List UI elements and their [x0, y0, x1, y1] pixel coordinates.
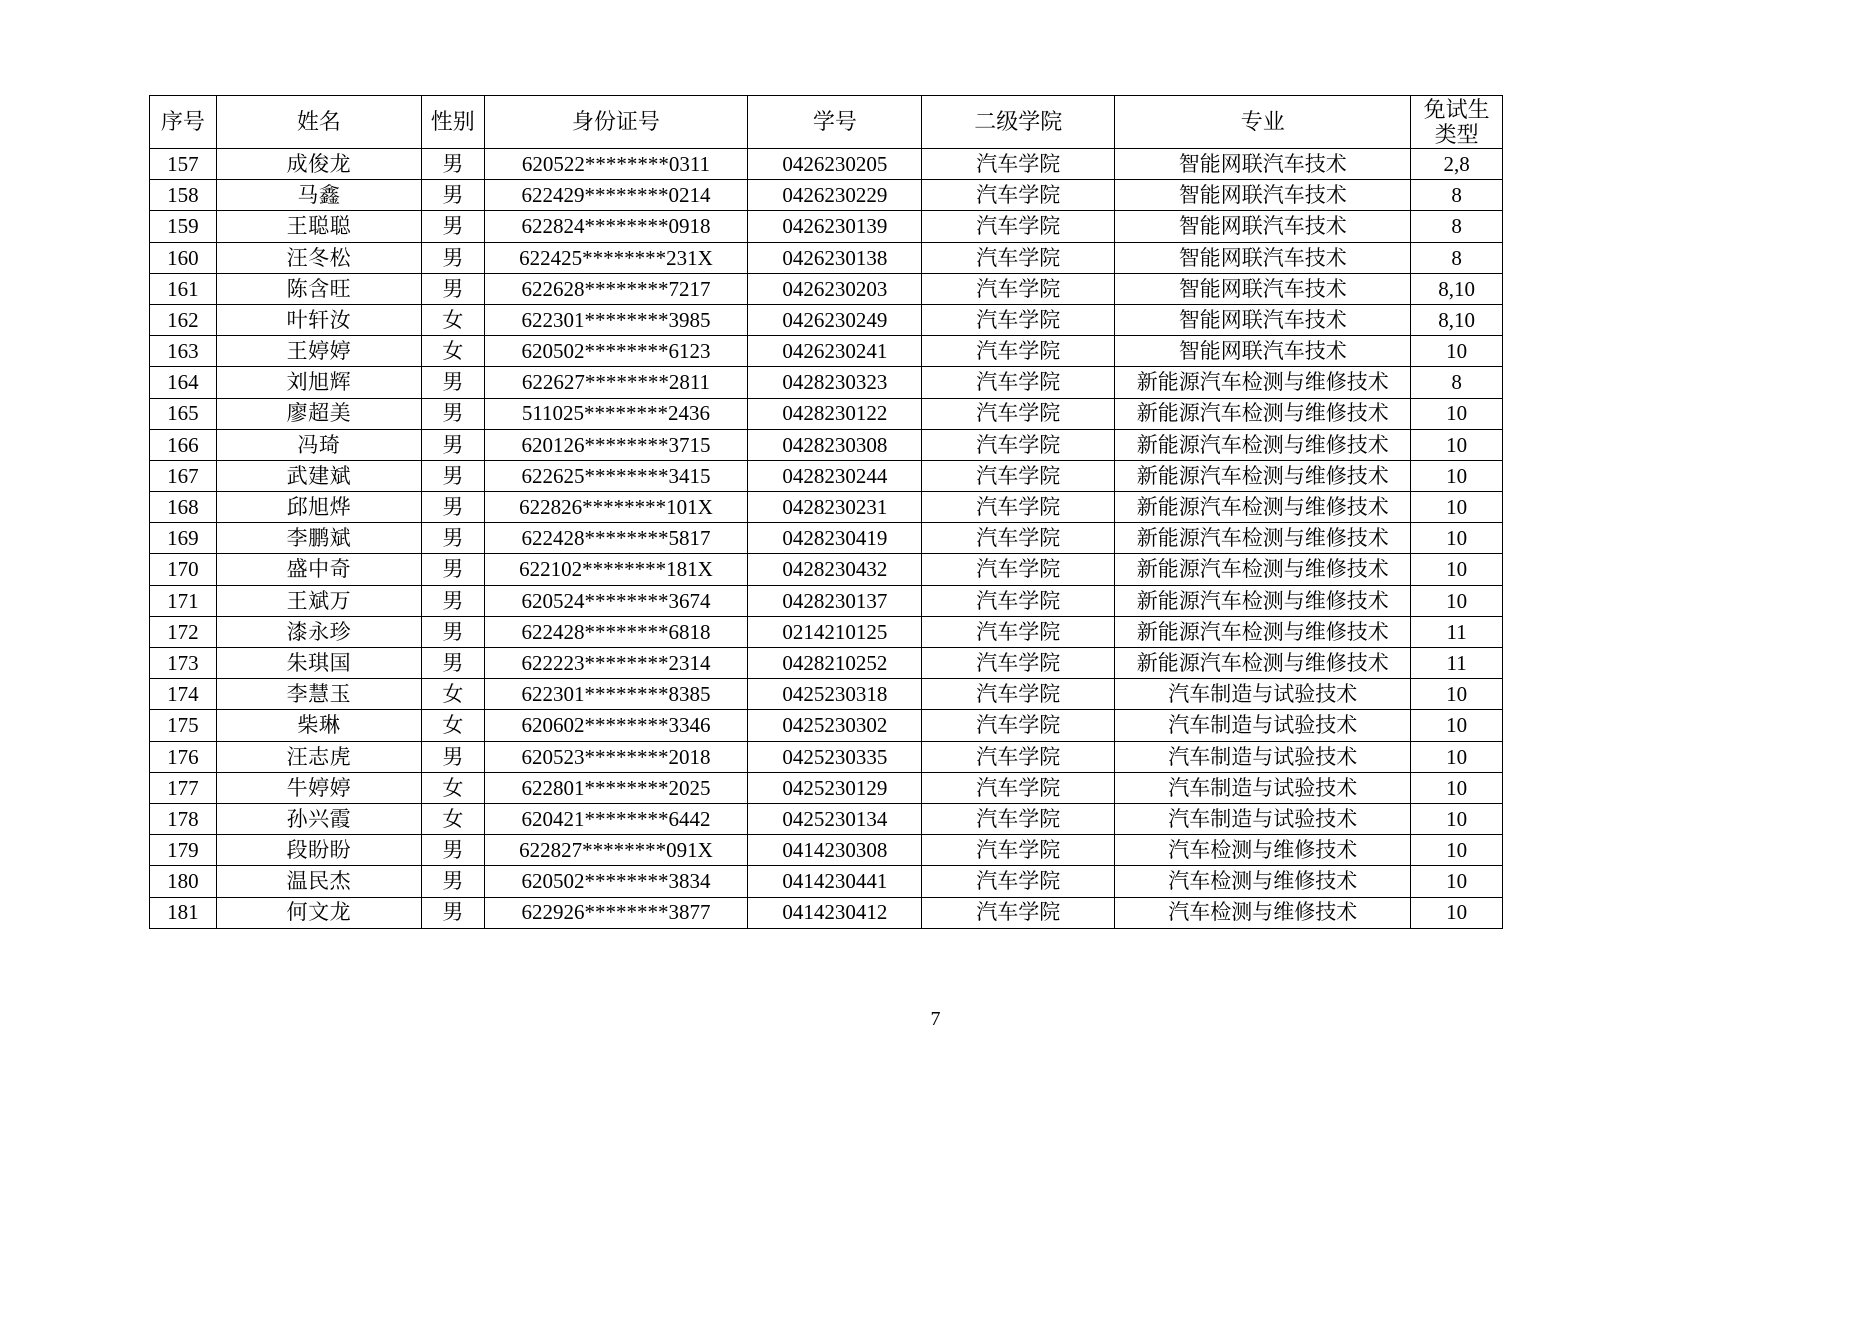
cell-sex: 男 [422, 897, 485, 928]
cell-college: 汽车学院 [922, 523, 1115, 554]
cell-sex: 男 [422, 211, 485, 242]
cell-major: 汽车制造与试验技术 [1115, 710, 1411, 741]
cell-name: 王聪聪 [216, 211, 421, 242]
table-row [150, 554, 1503, 585]
cell-seq: 164 [150, 367, 217, 398]
student-roster-table-container [149, 95, 1503, 929]
cell-exempt-type: 10 [1411, 772, 1503, 803]
cell-major: 新能源汽车检测与维修技术 [1115, 492, 1411, 523]
column-header-exempt-type-line1: 免试生 [1423, 96, 1490, 122]
cell-id-number: 622926********3877 [484, 897, 748, 928]
cell-college: 汽车学院 [922, 835, 1115, 866]
cell-id-number: 620602********3346 [484, 710, 748, 741]
cell-student-id: 0426230203 [748, 273, 922, 304]
cell-id-number: 622801********2025 [484, 772, 748, 803]
cell-sex: 男 [422, 180, 485, 211]
cell-college: 汽车学院 [922, 398, 1115, 429]
cell-sex: 女 [422, 679, 485, 710]
cell-seq: 161 [150, 273, 217, 304]
table-row [150, 149, 1503, 180]
table-row [150, 242, 1503, 273]
column-header-name: 姓名 [216, 96, 421, 149]
cell-student-id: 0414230412 [748, 897, 922, 928]
cell-name: 冯琦 [216, 429, 421, 460]
cell-college: 汽车学院 [922, 741, 1115, 772]
cell-exempt-type: 2,8 [1411, 149, 1503, 180]
cell-major: 智能网联汽车技术 [1115, 336, 1411, 367]
cell-exempt-type: 10 [1411, 803, 1503, 834]
cell-student-id: 0426230205 [748, 149, 922, 180]
table-row [150, 367, 1503, 398]
cell-major: 汽车检测与维修技术 [1115, 835, 1411, 866]
column-header-exempt-type-line2: 类型 [1434, 122, 1479, 147]
table-row [150, 211, 1503, 242]
cell-id-number: 620502********6123 [484, 336, 748, 367]
cell-seq: 172 [150, 616, 217, 647]
table-row [150, 460, 1503, 491]
table-row [150, 741, 1503, 772]
cell-sex: 男 [422, 429, 485, 460]
table-header-row [150, 96, 1503, 149]
cell-exempt-type: 11 [1411, 648, 1503, 679]
cell-sex: 女 [422, 772, 485, 803]
cell-college: 汽车学院 [922, 336, 1115, 367]
cell-name: 刘旭辉 [216, 367, 421, 398]
cell-name: 汪冬松 [216, 242, 421, 273]
cell-name: 段盼盼 [216, 835, 421, 866]
cell-name: 汪志虎 [216, 741, 421, 772]
cell-seq: 163 [150, 336, 217, 367]
cell-name: 马鑫 [216, 180, 421, 211]
cell-id-number: 620523********2018 [484, 741, 748, 772]
cell-major: 智能网联汽车技术 [1115, 211, 1411, 242]
cell-id-number: 620126********3715 [484, 429, 748, 460]
cell-college: 汽车学院 [922, 367, 1115, 398]
cell-sex: 男 [422, 523, 485, 554]
cell-name: 漆永珍 [216, 616, 421, 647]
cell-college: 汽车学院 [922, 180, 1115, 211]
cell-college: 汽车学院 [922, 710, 1115, 741]
cell-major: 智能网联汽车技术 [1115, 180, 1411, 211]
cell-student-id: 0426230249 [748, 304, 922, 335]
cell-id-number: 511025********2436 [484, 398, 748, 429]
cell-seq: 178 [150, 803, 217, 834]
student-roster-table [149, 95, 1503, 929]
cell-id-number: 622428********6818 [484, 616, 748, 647]
table-row [150, 304, 1503, 335]
cell-major: 智能网联汽车技术 [1115, 273, 1411, 304]
cell-student-id: 0428230137 [748, 585, 922, 616]
cell-sex: 男 [422, 367, 485, 398]
cell-exempt-type: 10 [1411, 523, 1503, 554]
cell-college: 汽车学院 [922, 304, 1115, 335]
table-row [150, 772, 1503, 803]
column-header-sex: 性别 [422, 96, 485, 149]
cell-student-id: 0426230138 [748, 242, 922, 273]
cell-name: 李鹏斌 [216, 523, 421, 554]
cell-exempt-type: 10 [1411, 398, 1503, 429]
cell-exempt-type: 11 [1411, 616, 1503, 647]
cell-name: 叶轩汝 [216, 304, 421, 335]
cell-seq: 160 [150, 242, 217, 273]
cell-id-number: 622429********0214 [484, 180, 748, 211]
cell-student-id: 0428230308 [748, 429, 922, 460]
cell-major: 汽车制造与试验技术 [1115, 803, 1411, 834]
cell-student-id: 0428230231 [748, 492, 922, 523]
cell-major: 智能网联汽车技术 [1115, 242, 1411, 273]
cell-college: 汽车学院 [922, 585, 1115, 616]
table-row [150, 897, 1503, 928]
cell-name: 孙兴霞 [216, 803, 421, 834]
cell-exempt-type: 8 [1411, 242, 1503, 273]
cell-id-number: 622628********7217 [484, 273, 748, 304]
cell-student-id: 0425230302 [748, 710, 922, 741]
cell-seq: 181 [150, 897, 217, 928]
table-row [150, 835, 1503, 866]
cell-name: 李慧玉 [216, 679, 421, 710]
cell-major: 智能网联汽车技术 [1115, 149, 1411, 180]
cell-seq: 168 [150, 492, 217, 523]
table-row [150, 180, 1503, 211]
cell-major: 新能源汽车检测与维修技术 [1115, 585, 1411, 616]
cell-id-number: 622223********2314 [484, 648, 748, 679]
cell-seq: 157 [150, 149, 217, 180]
cell-major: 汽车制造与试验技术 [1115, 772, 1411, 803]
cell-sex: 男 [422, 585, 485, 616]
cell-exempt-type: 10 [1411, 460, 1503, 491]
cell-exempt-type: 8,10 [1411, 304, 1503, 335]
cell-id-number: 620524********3674 [484, 585, 748, 616]
cell-id-number: 622827********091X [484, 835, 748, 866]
table-row [150, 585, 1503, 616]
cell-college: 汽车学院 [922, 648, 1115, 679]
table-row [150, 616, 1503, 647]
cell-sex: 男 [422, 835, 485, 866]
cell-major: 新能源汽车检测与维修技术 [1115, 398, 1411, 429]
cell-id-number: 622301********3985 [484, 304, 748, 335]
cell-college: 汽车学院 [922, 772, 1115, 803]
cell-student-id: 0414230308 [748, 835, 922, 866]
cell-exempt-type: 8 [1411, 367, 1503, 398]
table-row [150, 648, 1503, 679]
cell-exempt-type: 10 [1411, 585, 1503, 616]
cell-seq: 167 [150, 460, 217, 491]
cell-sex: 男 [422, 741, 485, 772]
cell-college: 汽车学院 [922, 211, 1115, 242]
cell-seq: 175 [150, 710, 217, 741]
cell-college: 汽车学院 [922, 273, 1115, 304]
cell-college: 汽车学院 [922, 679, 1115, 710]
cell-exempt-type: 8,10 [1411, 273, 1503, 304]
table-row [150, 273, 1503, 304]
cell-student-id: 0428230419 [748, 523, 922, 554]
cell-seq: 169 [150, 523, 217, 554]
cell-major: 新能源汽车检测与维修技术 [1115, 554, 1411, 585]
cell-college: 汽车学院 [922, 897, 1115, 928]
cell-sex: 男 [422, 149, 485, 180]
cell-id-number: 622625********3415 [484, 460, 748, 491]
cell-id-number: 622301********8385 [484, 679, 748, 710]
table-row [150, 710, 1503, 741]
cell-id-number: 622824********0918 [484, 211, 748, 242]
cell-name: 朱琪国 [216, 648, 421, 679]
cell-seq: 159 [150, 211, 217, 242]
cell-sex: 男 [422, 242, 485, 273]
cell-sex: 男 [422, 398, 485, 429]
column-header-college: 二级学院 [922, 96, 1115, 149]
cell-seq: 174 [150, 679, 217, 710]
cell-college: 汽车学院 [922, 492, 1115, 523]
cell-student-id: 0428230244 [748, 460, 922, 491]
cell-student-id: 0428230432 [748, 554, 922, 585]
cell-student-id: 0425230335 [748, 741, 922, 772]
cell-college: 汽车学院 [922, 242, 1115, 273]
cell-name: 王婷婷 [216, 336, 421, 367]
cell-major: 新能源汽车检测与维修技术 [1115, 523, 1411, 554]
cell-sex: 男 [422, 616, 485, 647]
cell-seq: 180 [150, 866, 217, 897]
table-row [150, 866, 1503, 897]
cell-exempt-type: 10 [1411, 679, 1503, 710]
table-row [150, 429, 1503, 460]
cell-seq: 171 [150, 585, 217, 616]
cell-student-id: 0426230241 [748, 336, 922, 367]
cell-exempt-type: 8 [1411, 211, 1503, 242]
cell-name: 牛婷婷 [216, 772, 421, 803]
cell-seq: 166 [150, 429, 217, 460]
cell-major: 新能源汽车检测与维修技术 [1115, 460, 1411, 491]
cell-student-id: 0425230129 [748, 772, 922, 803]
cell-exempt-type: 10 [1411, 866, 1503, 897]
cell-student-id: 0426230229 [748, 180, 922, 211]
cell-id-number: 622102********181X [484, 554, 748, 585]
cell-seq: 170 [150, 554, 217, 585]
cell-college: 汽车学院 [922, 616, 1115, 647]
cell-name: 柴琳 [216, 710, 421, 741]
cell-seq: 176 [150, 741, 217, 772]
table-row [150, 398, 1503, 429]
cell-college: 汽车学院 [922, 803, 1115, 834]
cell-name: 陈含旺 [216, 273, 421, 304]
cell-student-id: 0425230134 [748, 803, 922, 834]
cell-sex: 男 [422, 554, 485, 585]
cell-sex: 女 [422, 710, 485, 741]
cell-name: 邱旭烨 [216, 492, 421, 523]
cell-college: 汽车学院 [922, 429, 1115, 460]
cell-exempt-type: 10 [1411, 554, 1503, 585]
cell-name: 王斌万 [216, 585, 421, 616]
cell-major: 新能源汽车检测与维修技术 [1115, 616, 1411, 647]
cell-exempt-type: 10 [1411, 897, 1503, 928]
cell-college: 汽车学院 [922, 149, 1115, 180]
cell-major: 汽车制造与试验技术 [1115, 679, 1411, 710]
cell-seq: 177 [150, 772, 217, 803]
table-row [150, 679, 1503, 710]
table-header [150, 96, 1503, 149]
cell-major: 新能源汽车检测与维修技术 [1115, 429, 1411, 460]
cell-id-number: 622627********2811 [484, 367, 748, 398]
cell-college: 汽车学院 [922, 866, 1115, 897]
table-row [150, 336, 1503, 367]
cell-name: 何文龙 [216, 897, 421, 928]
cell-college: 汽车学院 [922, 460, 1115, 491]
cell-name: 武建斌 [216, 460, 421, 491]
cell-sex: 男 [422, 866, 485, 897]
cell-name: 成俊龙 [216, 149, 421, 180]
cell-student-id: 0426230139 [748, 211, 922, 242]
cell-seq: 173 [150, 648, 217, 679]
table-body [150, 149, 1503, 929]
cell-student-id: 0428230323 [748, 367, 922, 398]
cell-student-id: 0214210125 [748, 616, 922, 647]
cell-exempt-type: 10 [1411, 710, 1503, 741]
table-row [150, 492, 1503, 523]
table-row [150, 523, 1503, 554]
column-header-exempt-type [1411, 96, 1503, 149]
cell-id-number: 620502********3834 [484, 866, 748, 897]
cell-name: 盛中奇 [216, 554, 421, 585]
cell-id-number: 620522********0311 [484, 149, 748, 180]
cell-id-number: 622425********231X [484, 242, 748, 273]
cell-seq: 179 [150, 835, 217, 866]
cell-student-id: 0425230318 [748, 679, 922, 710]
cell-major: 新能源汽车检测与维修技术 [1115, 648, 1411, 679]
cell-sex: 男 [422, 460, 485, 491]
cell-major: 新能源汽车检测与维修技术 [1115, 367, 1411, 398]
cell-sex: 女 [422, 336, 485, 367]
cell-exempt-type: 10 [1411, 492, 1503, 523]
cell-sex: 女 [422, 803, 485, 834]
column-header-major: 专业 [1115, 96, 1411, 149]
cell-sex: 男 [422, 273, 485, 304]
cell-id-number: 620421********6442 [484, 803, 748, 834]
cell-exempt-type: 10 [1411, 835, 1503, 866]
cell-id-number: 622428********5817 [484, 523, 748, 554]
cell-college: 汽车学院 [922, 554, 1115, 585]
cell-major: 汽车制造与试验技术 [1115, 741, 1411, 772]
page-number: 7 [930, 1008, 941, 1030]
cell-id-number: 622826********101X [484, 492, 748, 523]
cell-exempt-type: 8 [1411, 180, 1503, 211]
cell-exempt-type: 10 [1411, 429, 1503, 460]
cell-major: 智能网联汽车技术 [1115, 304, 1411, 335]
cell-sex: 男 [422, 648, 485, 679]
cell-exempt-type: 10 [1411, 336, 1503, 367]
cell-student-id: 0428210252 [748, 648, 922, 679]
cell-major: 汽车检测与维修技术 [1115, 897, 1411, 928]
cell-seq: 162 [150, 304, 217, 335]
cell-student-id: 0414230441 [748, 866, 922, 897]
cell-sex: 女 [422, 304, 485, 335]
cell-major: 汽车检测与维修技术 [1115, 866, 1411, 897]
cell-sex: 男 [422, 492, 485, 523]
cell-seq: 158 [150, 180, 217, 211]
cell-exempt-type: 10 [1411, 741, 1503, 772]
cell-name: 温民杰 [216, 866, 421, 897]
cell-seq: 165 [150, 398, 217, 429]
column-header-id-number: 身份证号 [484, 96, 748, 149]
column-header-seq: 序号 [150, 96, 217, 149]
column-header-student-id: 学号 [748, 96, 922, 149]
cell-student-id: 0428230122 [748, 398, 922, 429]
table-row [150, 803, 1503, 834]
cell-name: 廖超美 [216, 398, 421, 429]
